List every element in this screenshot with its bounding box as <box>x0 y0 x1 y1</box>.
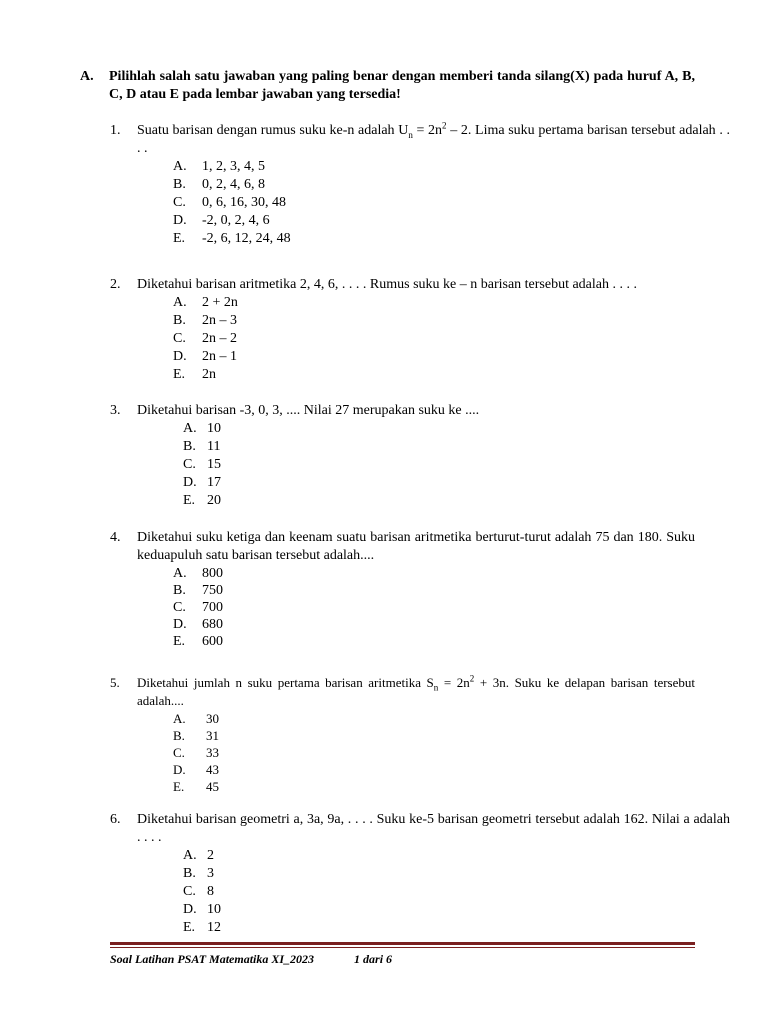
answer-option-d[interactable] <box>173 761 730 778</box>
option-letter: B. <box>173 583 186 598</box>
question-1 <box>110 122 730 248</box>
question-text: Diketahui barisan geometri a, 3a, 9a, . . . . Suku ke-5 barisan geometri tersebut adalah 162. Nilai a adalah . . . . <box>137 812 730 845</box>
question-text: Diketahui suku ketiga dan keenam suatu barisan aritmetika berturut-turut adalah 75 dan 180. Suku keduapuluh satu barisan tersebut adalah.... <box>137 530 695 563</box>
answer-option-b[interactable] <box>173 727 730 744</box>
footer-title: Soal Latihan PSAT Matematika XI_2023 <box>110 952 315 966</box>
option-letter: D. <box>173 349 187 364</box>
option-letter: B. <box>173 177 186 192</box>
answer-option-a[interactable] <box>173 565 730 582</box>
answer-option-e[interactable] <box>173 366 730 384</box>
option-letter: A. <box>183 421 197 436</box>
question-3 <box>110 402 730 510</box>
page-number: 1 dari 6 <box>354 952 393 966</box>
question-number: 2. <box>110 277 121 292</box>
option-letter: B. <box>183 866 196 881</box>
option-letter: A. <box>183 848 197 863</box>
option-value: 2 <box>207 848 214 863</box>
answer-option-e[interactable] <box>183 492 730 510</box>
answer-option-a[interactable] <box>173 294 730 312</box>
option-value: 0, 2, 4, 6, 8 <box>202 177 265 192</box>
option-letter: B. <box>183 439 196 454</box>
option-value: 680 <box>202 617 223 632</box>
option-value: 0, 6, 16, 30, 48 <box>202 195 286 210</box>
answer-option-c[interactable] <box>183 456 730 474</box>
option-letter: A. <box>173 566 187 581</box>
question-number: 5. <box>110 675 120 690</box>
option-letter: E. <box>173 779 185 794</box>
question-number: 3. <box>110 403 121 418</box>
option-letter: C. <box>173 331 186 346</box>
answer-option-d[interactable] <box>173 348 730 366</box>
option-value: 11 <box>207 439 221 454</box>
answer-option-b[interactable] <box>173 582 730 599</box>
page-footer <box>110 950 392 968</box>
answer-option-b[interactable] <box>183 438 730 456</box>
footer-rule-thin <box>110 947 695 948</box>
question-text: Diketahui barisan aritmetika 2, 4, 6, . . . . Rumus suku ke – n barisan tersebut adalah . . . . <box>137 277 638 292</box>
option-value: 800 <box>202 566 223 581</box>
option-letter: D. <box>173 213 187 228</box>
option-value: 2 + 2n <box>202 295 238 310</box>
option-value: 33 <box>206 745 219 760</box>
option-value: 8 <box>207 884 214 899</box>
answer-options <box>173 158 730 248</box>
option-value: 43 <box>206 762 219 777</box>
option-value: 17 <box>207 475 221 490</box>
answer-option-e[interactable] <box>183 919 730 937</box>
option-value: 2n <box>202 367 216 382</box>
option-letter: C. <box>173 195 186 210</box>
option-letter: B. <box>173 728 185 743</box>
answer-options <box>183 420 730 510</box>
option-value: 600 <box>202 634 223 649</box>
option-letter: E. <box>183 920 196 935</box>
answer-option-d[interactable] <box>183 901 730 919</box>
answer-option-a[interactable] <box>173 158 730 176</box>
option-letter: A. <box>173 159 187 174</box>
answer-option-c[interactable] <box>173 744 730 761</box>
option-letter: C. <box>183 457 196 472</box>
section-letter: A. <box>80 69 94 84</box>
option-value: 30 <box>206 711 219 726</box>
option-letter: C. <box>173 745 185 760</box>
answer-option-e[interactable] <box>173 230 730 248</box>
question-2 <box>110 276 730 384</box>
answer-option-c[interactable] <box>173 330 730 348</box>
answer-option-a[interactable] <box>183 420 730 438</box>
option-letter: A. <box>173 711 186 726</box>
footer-rule-thick <box>110 942 695 945</box>
question-text: Diketahui barisan -3, 0, 3, .... Nilai 27 merupakan suku ke .... <box>137 403 480 418</box>
option-letter: D. <box>173 762 186 777</box>
answer-option-b[interactable] <box>173 312 730 330</box>
option-letter: D. <box>173 617 187 632</box>
option-value: 2n – 2 <box>202 331 237 346</box>
option-letter: B. <box>173 313 186 328</box>
answer-option-b[interactable] <box>173 176 730 194</box>
question-number: 4. <box>110 530 121 545</box>
option-value: 15 <box>207 457 221 472</box>
answer-options <box>183 847 730 937</box>
answer-option-a[interactable] <box>173 710 730 727</box>
option-value: 31 <box>206 728 219 743</box>
option-letter: D. <box>183 475 197 490</box>
question-number: 1. <box>110 123 121 138</box>
option-letter: E. <box>173 634 186 649</box>
option-value: 45 <box>206 779 219 794</box>
option-letter: D. <box>183 902 197 917</box>
option-value: 10 <box>207 902 221 917</box>
question-5 <box>110 674 730 795</box>
option-letter: C. <box>173 600 186 615</box>
option-value: 700 <box>202 600 223 615</box>
option-value: 1, 2, 3, 4, 5 <box>202 159 265 174</box>
option-value: 12 <box>207 920 221 935</box>
answer-option-a[interactable] <box>183 847 730 865</box>
answer-option-c[interactable] <box>183 883 730 901</box>
option-letter: E. <box>173 367 186 382</box>
answer-options <box>173 294 730 384</box>
answer-option-d[interactable] <box>173 616 730 633</box>
option-value: 10 <box>207 421 221 436</box>
option-letter: C. <box>183 884 196 899</box>
option-letter: E. <box>173 231 186 246</box>
option-letter: E. <box>183 493 196 508</box>
section-header <box>80 68 695 104</box>
answer-option-d[interactable] <box>173 212 730 230</box>
question-text: Diketahui jumlah n suku pertama barisan aritmetika $S_n = 2n^2 + 3n$. Suku ke delapan barisan tersebut adalah.... <box>137 673 695 708</box>
answer-options <box>173 565 730 650</box>
answer-option-d[interactable] <box>183 474 730 492</box>
question-4 <box>110 529 730 650</box>
answer-options <box>173 710 730 795</box>
option-value: 750 <box>202 583 223 598</box>
option-letter: A. <box>173 295 187 310</box>
option-value: 2n – 1 <box>202 349 237 364</box>
section-instruction: Pilihlah salah satu jawaban yang paling benar dengan memberi tanda silang(X) pada huruf A, B, C, D atau E pada lembar jawaban yang tersedia! <box>109 69 695 102</box>
option-value: 20 <box>207 493 221 508</box>
question-6 <box>110 811 730 937</box>
answer-option-c[interactable] <box>173 194 730 212</box>
option-value: 3 <box>207 866 214 881</box>
answer-option-e[interactable] <box>173 778 730 795</box>
answer-option-e[interactable] <box>173 633 730 650</box>
option-value: -2, 0, 2, 4, 6 <box>202 213 270 228</box>
question-number: 6. <box>110 812 121 827</box>
answer-option-b[interactable] <box>183 865 730 883</box>
answer-option-c[interactable] <box>173 599 730 616</box>
option-value: -2, 6, 12, 24, 48 <box>202 231 291 246</box>
option-value: 2n – 3 <box>202 313 237 328</box>
question-text: Suatu barisan dengan rumus suku ke-n adalah $U_n = 2n^2 - 2$. Lima suku pertama barisan tersebut adalah . . . . <box>137 120 730 156</box>
